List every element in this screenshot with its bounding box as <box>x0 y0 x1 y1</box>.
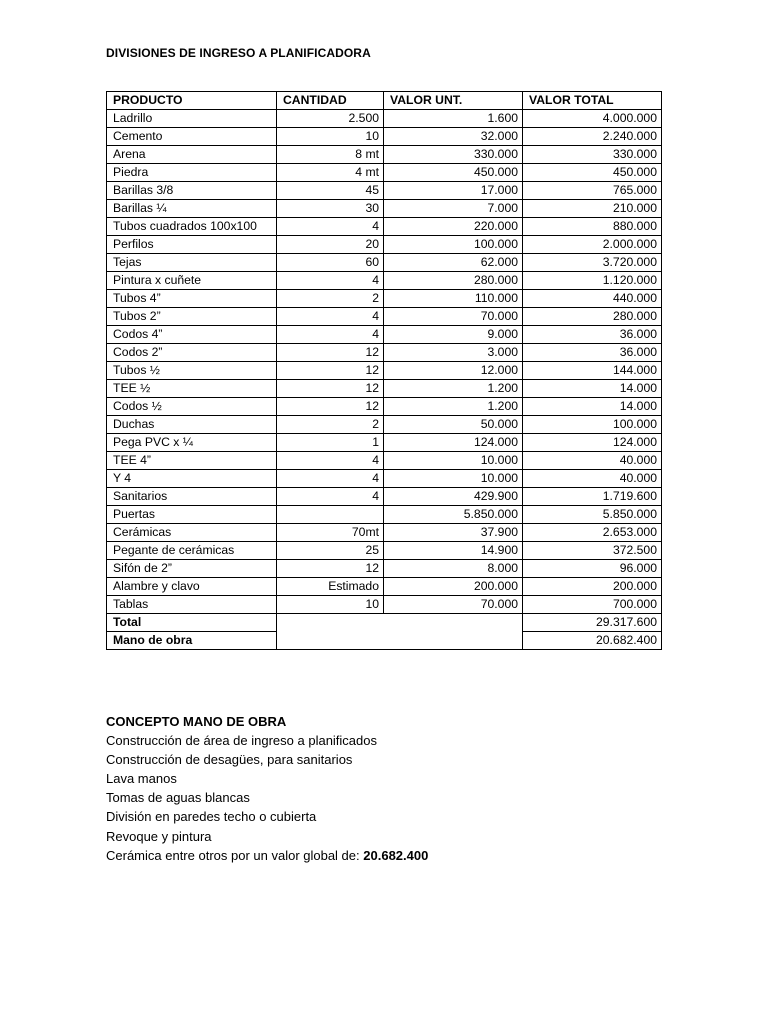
unit-value-cell: 1.200 <box>384 398 523 416</box>
concept-line: Lava manos <box>106 771 177 787</box>
product-cell: Ladrillo <box>107 110 277 128</box>
table-row <box>107 452 662 470</box>
quantity-cell: 4 <box>277 218 384 236</box>
product-cell: Pega PVC x ¼ <box>107 434 277 452</box>
concept-lines <box>106 731 428 846</box>
table-row <box>107 128 662 146</box>
unit-value-cell: 110.000 <box>384 290 523 308</box>
product-cell: Perfilos <box>107 236 277 254</box>
product-cell: Pegante de cerámicas <box>107 542 277 560</box>
table-row <box>107 200 662 218</box>
product-cell: Tubos ½ <box>107 362 277 380</box>
table-row <box>107 398 662 416</box>
total-value-cell: 14.000 <box>523 398 662 416</box>
table-header-row <box>107 92 662 110</box>
table-row <box>107 308 662 326</box>
table-row <box>107 254 662 272</box>
unit-value-cell: 32.000 <box>384 128 523 146</box>
unit-value-cell: 37.900 <box>384 524 523 542</box>
total-value-cell: 280.000 <box>523 308 662 326</box>
header-cantidad: CANTIDAD <box>277 92 384 110</box>
total-value-cell: 2.000.000 <box>523 236 662 254</box>
table-body <box>107 110 662 614</box>
quantity-cell <box>277 506 384 524</box>
table-row <box>107 524 662 542</box>
quantity-cell: 2 <box>277 290 384 308</box>
table-row <box>107 596 662 614</box>
table-row <box>107 146 662 164</box>
total-empty-cell <box>277 614 523 650</box>
total-row <box>107 614 662 632</box>
product-cell: Sifón de 2” <box>107 560 277 578</box>
unit-value-cell: 429.900 <box>384 488 523 506</box>
unit-value-cell: 3.000 <box>384 344 523 362</box>
unit-value-cell: 62.000 <box>384 254 523 272</box>
product-cell: Duchas <box>107 416 277 434</box>
total-value-cell: 200.000 <box>523 578 662 596</box>
table-row <box>107 542 662 560</box>
product-cell: Tubos cuadrados 100x100 <box>107 218 277 236</box>
quantity-cell: 60 <box>277 254 384 272</box>
products-table <box>106 91 662 650</box>
unit-value-cell: 17.000 <box>384 182 523 200</box>
total-label: Total <box>107 614 277 632</box>
concept-line: Revoque y pintura <box>106 828 212 844</box>
quantity-cell: 45 <box>277 182 384 200</box>
unit-value-cell: 124.000 <box>384 434 523 452</box>
unit-value-cell: 330.000 <box>384 146 523 164</box>
table-row <box>107 326 662 344</box>
concept-final-value: 20.682.400 <box>363 847 429 863</box>
total-value-cell: 5.850.000 <box>523 506 662 524</box>
product-cell: Codos ½ <box>107 398 277 416</box>
product-cell: TEE 4” <box>107 452 277 470</box>
total-value-cell: 2.653.000 <box>523 524 662 542</box>
table-row <box>107 488 662 506</box>
total-value-cell: 2.240.000 <box>523 128 662 146</box>
header-producto: PRODUCTO <box>107 92 277 110</box>
table-row <box>107 416 662 434</box>
concept-final-line <box>106 846 428 865</box>
total-value-cell: 96.000 <box>523 560 662 578</box>
concept-line: Construcción de desagües, para sanitarios <box>106 752 353 768</box>
product-cell: Piedra <box>107 164 277 182</box>
quantity-cell: 12 <box>277 380 384 398</box>
total-value-cell: 100.000 <box>523 416 662 434</box>
table-row <box>107 290 662 308</box>
total-value-cell: 330.000 <box>523 146 662 164</box>
quantity-cell: Estimado <box>277 578 384 596</box>
total-value-cell: 36.000 <box>523 344 662 362</box>
total-value-cell: 3.720.000 <box>523 254 662 272</box>
quantity-cell: 30 <box>277 200 384 218</box>
product-cell: Puertas <box>107 506 277 524</box>
header-valor-unit: VALOR UNT. <box>384 92 523 110</box>
quantity-cell: 4 <box>277 452 384 470</box>
unit-value-cell: 12.000 <box>384 362 523 380</box>
total-value-cell: 765.000 <box>523 182 662 200</box>
header-valor-total: VALOR TOTAL <box>523 92 662 110</box>
table-row <box>107 164 662 182</box>
total-value-cell: 40.000 <box>523 452 662 470</box>
unit-value-cell: 200.000 <box>384 578 523 596</box>
product-cell: Y 4 <box>107 470 277 488</box>
product-cell: Tejas <box>107 254 277 272</box>
concept-line: Tomas de aguas blancas <box>106 790 250 806</box>
table-row <box>107 362 662 380</box>
quantity-cell: 4 mt <box>277 164 384 182</box>
mano-de-obra-value: 20.682.400 <box>523 632 662 650</box>
total-value-cell: 4.000.000 <box>523 110 662 128</box>
quantity-cell: 2.500 <box>277 110 384 128</box>
total-value: 29.317.600 <box>523 614 662 632</box>
quantity-cell: 1 <box>277 434 384 452</box>
mano-de-obra-label: Mano de obra <box>107 632 277 650</box>
unit-value-cell: 100.000 <box>384 236 523 254</box>
table-row <box>107 380 662 398</box>
quantity-cell: 20 <box>277 236 384 254</box>
quantity-cell: 12 <box>277 344 384 362</box>
total-value-cell: 450.000 <box>523 164 662 182</box>
product-cell: Tubos 4” <box>107 290 277 308</box>
unit-value-cell: 1.600 <box>384 110 523 128</box>
concept-line: Construcción de área de ingreso a planificados <box>106 733 378 749</box>
product-cell: TEE ½ <box>107 380 277 398</box>
product-cell: Alambre y clavo <box>107 578 277 596</box>
unit-value-cell: 280.000 <box>384 272 523 290</box>
total-value-cell: 440.000 <box>523 290 662 308</box>
unit-value-cell: 450.000 <box>384 164 523 182</box>
table-row <box>107 218 662 236</box>
concept-final-text: Cerámica entre otros por un valor global de: <box>106 847 360 863</box>
quantity-cell: 8 mt <box>277 146 384 164</box>
unit-value-cell: 8.000 <box>384 560 523 578</box>
unit-value-cell: 9.000 <box>384 326 523 344</box>
quantity-cell: 12 <box>277 362 384 380</box>
table-row <box>107 560 662 578</box>
unit-value-cell: 5.850.000 <box>384 506 523 524</box>
total-value-cell: 210.000 <box>523 200 662 218</box>
total-value-cell: 1.120.000 <box>523 272 662 290</box>
product-cell: Tubos 2” <box>107 308 277 326</box>
quantity-cell: 4 <box>277 272 384 290</box>
table-row <box>107 578 662 596</box>
unit-value-cell: 70.000 <box>384 308 523 326</box>
product-cell: Barillas 3/8 <box>107 182 277 200</box>
product-cell: Barillas ¼ <box>107 200 277 218</box>
unit-value-cell: 10.000 <box>384 452 523 470</box>
unit-value-cell: 70.000 <box>384 596 523 614</box>
product-cell: Pintura x cuñete <box>107 272 277 290</box>
concept-heading: CONCEPTO MANO DE OBRA <box>106 714 287 729</box>
unit-value-cell: 50.000 <box>384 416 523 434</box>
table-row <box>107 110 662 128</box>
table-row <box>107 434 662 452</box>
table-row <box>107 272 662 290</box>
quantity-cell: 10 <box>277 596 384 614</box>
table-row <box>107 236 662 254</box>
product-cell: Codos 4” <box>107 326 277 344</box>
product-cell: Tablas <box>107 596 277 614</box>
quantity-cell: 4 <box>277 326 384 344</box>
total-value-cell: 372.500 <box>523 542 662 560</box>
table-row <box>107 344 662 362</box>
table-row <box>107 506 662 524</box>
quantity-cell: 12 <box>277 560 384 578</box>
unit-value-cell: 7.000 <box>384 200 523 218</box>
document-title: DIVISIONES DE INGRESO A PLANIFICADORA <box>106 46 371 60</box>
quantity-cell: 10 <box>277 128 384 146</box>
concept-line: División en paredes techo o cubierta <box>106 809 317 825</box>
quantity-cell: 2 <box>277 416 384 434</box>
total-value-cell: 700.000 <box>523 596 662 614</box>
product-cell: Cerámicas <box>107 524 277 542</box>
concept-section <box>106 712 428 865</box>
total-value-cell: 14.000 <box>523 380 662 398</box>
total-value-cell: 124.000 <box>523 434 662 452</box>
total-value-cell: 1.719.600 <box>523 488 662 506</box>
total-value-cell: 36.000 <box>523 326 662 344</box>
quantity-cell: 4 <box>277 470 384 488</box>
total-value-cell: 40.000 <box>523 470 662 488</box>
total-value-cell: 880.000 <box>523 218 662 236</box>
unit-value-cell: 14.900 <box>384 542 523 560</box>
unit-value-cell: 10.000 <box>384 470 523 488</box>
product-cell: Cemento <box>107 128 277 146</box>
table-row <box>107 182 662 200</box>
product-cell: Codos 2” <box>107 344 277 362</box>
product-cell: Sanitarios <box>107 488 277 506</box>
unit-value-cell: 1.200 <box>384 380 523 398</box>
quantity-cell: 12 <box>277 398 384 416</box>
quantity-cell: 25 <box>277 542 384 560</box>
table-row <box>107 470 662 488</box>
product-cell: Arena <box>107 146 277 164</box>
total-value-cell: 144.000 <box>523 362 662 380</box>
unit-value-cell: 220.000 <box>384 218 523 236</box>
quantity-cell: 4 <box>277 488 384 506</box>
quantity-cell: 70mt <box>277 524 384 542</box>
quantity-cell: 4 <box>277 308 384 326</box>
